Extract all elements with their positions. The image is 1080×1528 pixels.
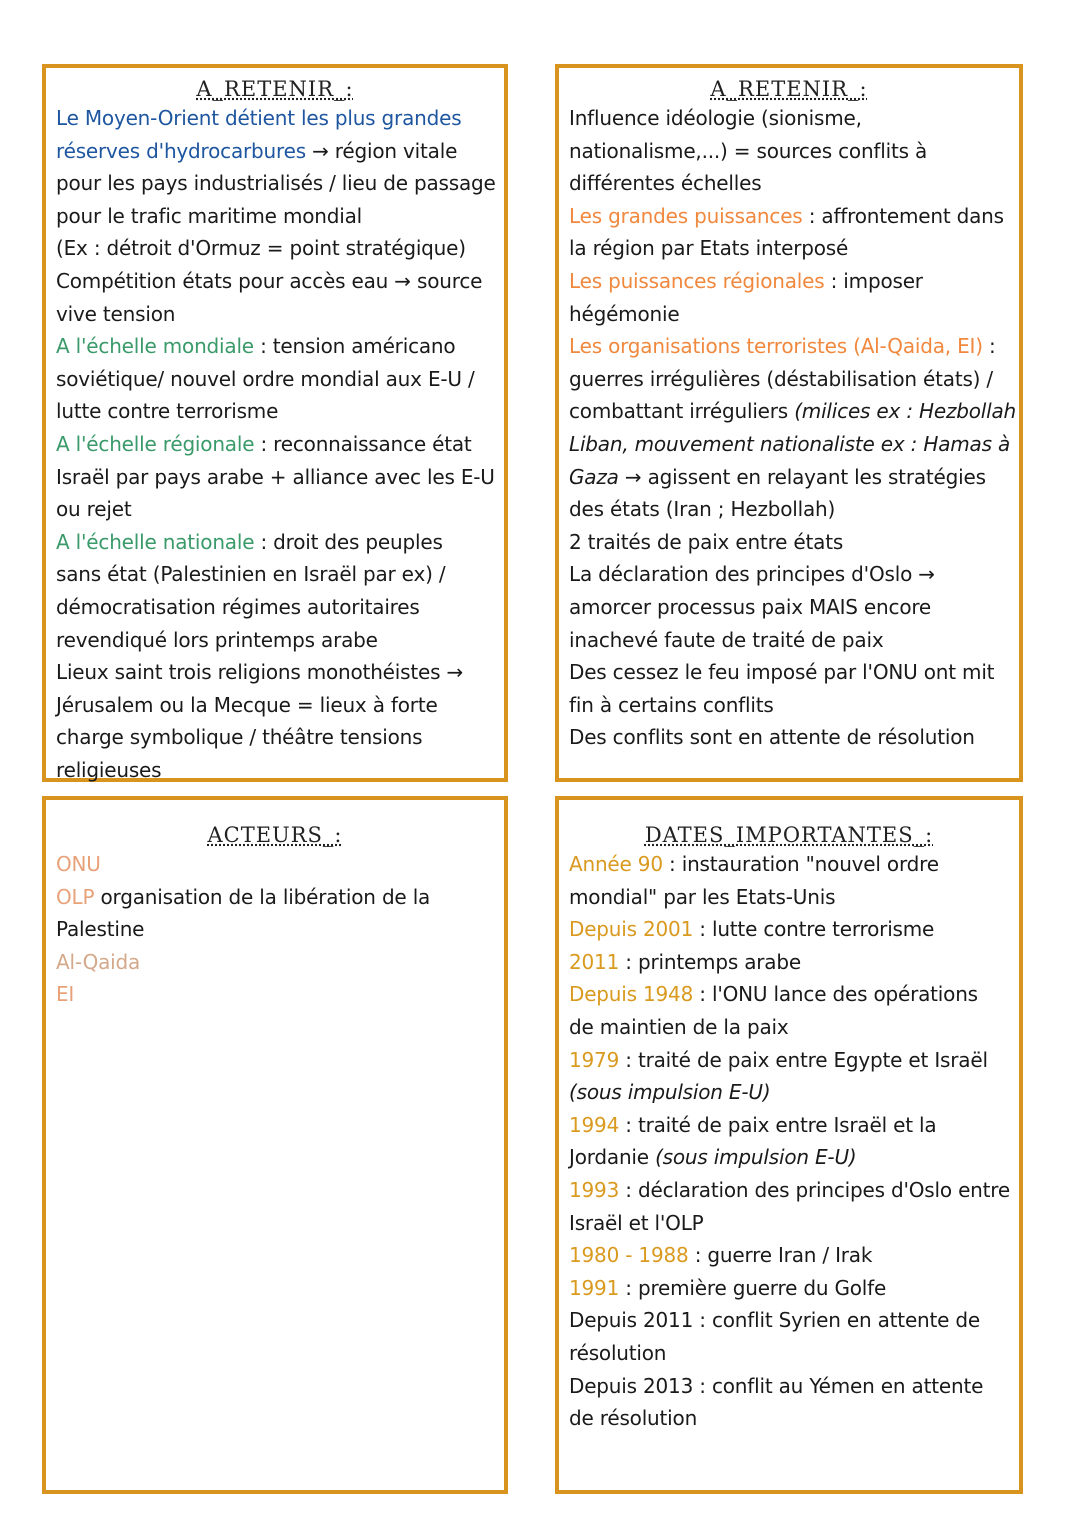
card-acteurs <box>42 796 508 1494</box>
text-segment: Lieux saint trois religions monothéistes → <box>56 660 464 685</box>
text-segment: Le Moyen-Orient détient les plus grandes <box>56 106 462 130</box>
text-segment: Depuis 2011 : conflit Syrien en attente de <box>569 1308 981 1333</box>
text-line <box>569 1402 1009 1435</box>
text-line <box>56 265 494 298</box>
text-segment: : reconnaissance état <box>254 431 472 456</box>
text-line <box>569 913 1009 946</box>
text-line <box>569 1370 1009 1403</box>
text-line <box>569 721 1009 754</box>
text-segment: de maintien de la paix <box>569 1014 789 1039</box>
text-segment: Année 90 <box>569 852 663 876</box>
card-title: A_RETENIR_: <box>710 77 868 101</box>
text-segment: Depuis 1948 <box>569 982 694 1007</box>
text-segment: mondial" par les Etats-Unis <box>569 884 836 909</box>
text-line <box>56 721 494 754</box>
text-segment: ou rejet <box>56 497 132 522</box>
card-body <box>56 848 494 1011</box>
text-line <box>56 232 494 265</box>
text-segment: (Ex : détroit d'Ormuz = point stratégique) <box>56 236 466 261</box>
text-line <box>56 395 494 428</box>
text-line <box>569 1011 1009 1044</box>
text-segment: vive tension <box>56 301 176 326</box>
text-segment: Des conflits sont en attente de résolution <box>569 725 975 750</box>
text-segment: : guerre Iran / Irak <box>688 1243 873 1268</box>
text-line <box>569 428 1009 461</box>
text-line <box>56 298 494 331</box>
text-line <box>56 167 494 200</box>
text-segment: la région par Etats interposé <box>569 236 849 261</box>
text-line <box>56 330 494 363</box>
text-segment: Influence idéologie (sionisme, <box>569 106 862 130</box>
text-segment: résolution <box>569 1340 667 1365</box>
text-segment: réserves d'hydrocarbures <box>56 138 306 163</box>
text-segment: 1980 - 1988 <box>569 1243 689 1268</box>
text-line <box>56 363 494 396</box>
text-line <box>569 167 1009 200</box>
text-line <box>56 461 494 494</box>
text-segment: A l'échelle régionale <box>56 431 255 456</box>
text-segment: Les organisations terroristes (Al-Qaida, EI) <box>569 334 983 359</box>
text-segment: Des cessez le feu imposé par l'ONU ont mit <box>569 660 995 685</box>
text-segment: : imposer <box>824 268 923 293</box>
text-line <box>569 1174 1009 1207</box>
text-segment: Liban, mouvement nationaliste ex : Hamas à <box>569 431 1011 456</box>
text-line <box>569 689 1009 722</box>
text-line <box>56 978 494 1011</box>
text-line <box>569 102 1009 135</box>
text-segment: religieuses <box>56 757 162 782</box>
text-segment: 1979 <box>569 1047 620 1072</box>
text-segment: pour le trafic maritime mondial <box>56 203 362 228</box>
text-line <box>56 102 494 135</box>
text-line <box>56 135 494 168</box>
text-segment: pour les pays industrialisés / lieu de passage <box>56 171 496 196</box>
text-line <box>56 200 494 233</box>
text-segment: (milices ex : Hezbollah <box>794 399 1017 424</box>
text-segment: : droit des peuples <box>254 529 443 554</box>
card-title: DATES_IMPORTANTES_: <box>644 823 934 847</box>
text-line <box>56 754 494 787</box>
text-segment: ONU <box>56 852 101 876</box>
text-segment: : printemps arabe <box>619 949 801 974</box>
card-dates-importantes <box>555 796 1023 1494</box>
text-segment: Les grandes puissances <box>569 203 803 228</box>
text-segment: revendiqué lors printemps arabe <box>56 627 378 652</box>
card-a-retenir-left <box>42 64 508 782</box>
text-segment: lutte contre terrorisme <box>56 399 279 424</box>
text-segment: : affrontement dans <box>802 203 1004 228</box>
text-segment: 2011 <box>569 949 620 974</box>
text-line <box>56 558 494 591</box>
text-segment: Gaza <box>569 464 619 489</box>
text-segment: Depuis 2013 : conflit au Yémen en attente <box>569 1373 984 1398</box>
text-segment: Compétition états pour accès eau → source <box>56 268 483 293</box>
text-line <box>56 913 494 946</box>
card-title: A_RETENIR_: <box>196 77 354 101</box>
text-segment: amorcer processus paix MAIS encore <box>569 594 932 619</box>
text-line <box>569 1044 1009 1077</box>
text-line <box>56 428 494 461</box>
text-segment: organisation de la libération de la <box>94 884 431 909</box>
text-line <box>569 395 1017 428</box>
text-segment: différentes échelles <box>569 171 762 196</box>
text-segment: : instauration "nouvel ordre <box>662 852 939 876</box>
text-segment: (sous impulsion E-U) <box>655 1145 857 1170</box>
text-segment: → agissent en relayant les stratégies <box>618 464 986 489</box>
text-segment: sans état (Palestinien en Israël par ex) / <box>56 562 446 587</box>
text-segment: 2 traités de paix entre états <box>569 529 844 554</box>
text-line <box>569 881 1009 914</box>
text-line <box>56 493 494 526</box>
text-segment: Israël par pays arabe + alliance avec les E-U <box>56 464 495 489</box>
text-segment: 1994 <box>569 1112 620 1137</box>
text-line <box>569 624 1009 657</box>
text-segment: : <box>982 334 996 359</box>
card-body <box>56 102 494 786</box>
text-line <box>569 232 1009 265</box>
text-line <box>569 591 1009 624</box>
text-line <box>569 461 1009 494</box>
text-segment: : déclaration des principes d'Oslo entre <box>619 1177 1010 1202</box>
text-segment: des états (Iran ; Hezbollah) <box>569 497 836 522</box>
text-segment: OLP <box>56 884 95 909</box>
text-segment: : première guerre du Golfe <box>619 1275 887 1300</box>
text-line <box>569 848 1009 881</box>
text-segment: démocratisation régimes autoritaires <box>56 594 420 619</box>
text-line <box>569 1207 1009 1240</box>
text-line <box>569 1272 1009 1305</box>
text-line <box>56 656 494 689</box>
text-line <box>569 526 1009 559</box>
text-segment: 1993 <box>569 1177 620 1202</box>
text-line <box>569 946 1009 979</box>
text-segment: de résolution <box>569 1406 698 1431</box>
text-segment: : l'ONU lance des opérations <box>693 982 978 1007</box>
text-line <box>569 1141 1009 1174</box>
text-segment: combattant irréguliers <box>569 399 795 424</box>
card-title: ACTEURS_: <box>207 823 343 847</box>
text-line <box>569 1239 1009 1272</box>
text-line <box>569 265 1009 298</box>
text-segment: Depuis 2001 <box>569 917 694 942</box>
text-line <box>569 135 1009 168</box>
text-line <box>56 881 494 914</box>
text-line <box>569 558 1009 591</box>
text-line <box>569 330 1009 363</box>
text-segment: EI <box>56 982 75 1007</box>
text-segment: nationalisme,...) = sources conflits à <box>569 138 928 163</box>
text-segment: Palestine <box>56 917 145 942</box>
text-segment: inachevé faute de traité de paix <box>569 627 884 652</box>
text-line <box>569 1109 1009 1142</box>
text-line <box>56 526 494 559</box>
card-body <box>569 102 1017 754</box>
text-segment: La déclaration des principes d'Oslo → <box>569 562 935 587</box>
text-segment: (sous impulsion E-U) <box>569 1080 771 1105</box>
text-line <box>569 1076 1009 1109</box>
text-line <box>56 848 494 881</box>
text-line <box>56 591 494 624</box>
text-line <box>569 1337 1009 1370</box>
text-line <box>56 946 494 979</box>
text-segment: : tension américano <box>253 334 456 359</box>
text-line <box>569 978 1009 1011</box>
text-segment: : traité de paix entre Israël et la <box>619 1112 937 1137</box>
text-line <box>569 1304 1009 1337</box>
text-line <box>569 298 1009 331</box>
text-segment: : lutte contre terrorisme <box>693 917 935 942</box>
card-a-retenir-right <box>555 64 1023 782</box>
text-segment: → région vitale <box>305 138 458 163</box>
text-segment: : traité de paix entre Egypte et Israël <box>619 1047 988 1072</box>
text-segment: Les puissances régionales <box>569 268 825 293</box>
text-segment: guerres irrégulières (déstabilisation états) / <box>569 366 993 391</box>
text-segment: charge symbolique / théâtre tensions <box>56 725 423 750</box>
text-segment: soviétique/ nouvel ordre mondial aux E-U / <box>56 366 475 391</box>
text-line <box>56 689 494 722</box>
text-line <box>569 200 1009 233</box>
text-segment: A l'échelle nationale <box>56 529 255 554</box>
text-segment: Jordanie <box>569 1145 656 1170</box>
text-line <box>569 363 1009 396</box>
text-line <box>569 493 1009 526</box>
text-segment: Israël et l'OLP <box>569 1210 704 1235</box>
text-segment: hégémonie <box>569 301 680 326</box>
text-line <box>56 624 494 657</box>
text-segment: Al-Qaida <box>56 949 141 974</box>
text-segment: 1991 <box>569 1275 620 1300</box>
text-segment: Jérusalem ou la Mecque = lieux à forte <box>56 692 438 717</box>
text-segment: A l'échelle mondiale <box>56 334 254 359</box>
text-segment: fin à certains conflits <box>569 692 774 717</box>
card-body <box>569 848 1009 1435</box>
text-line <box>569 656 1009 689</box>
